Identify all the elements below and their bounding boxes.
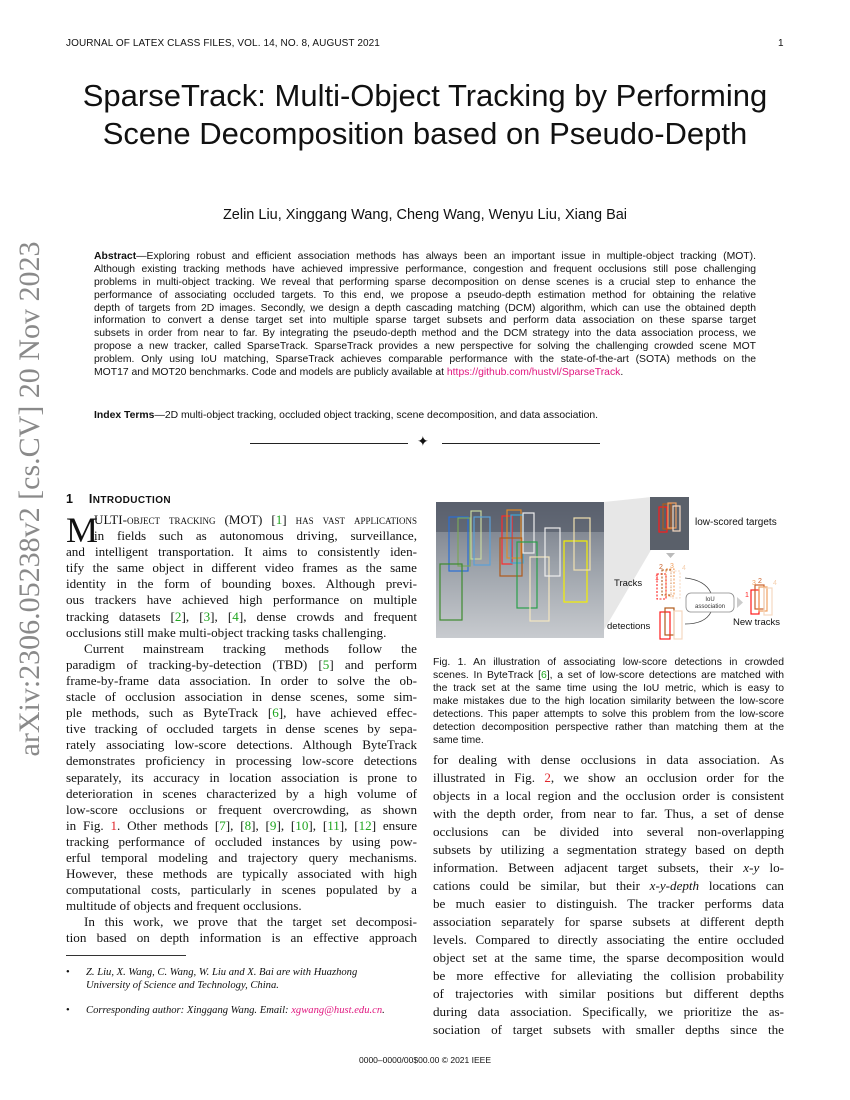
email-link[interactable]: xgwang@hust.edu.cn xyxy=(291,1005,383,1016)
copyright-footer: 0000–0000/00$00.00 © 2021 IEEE xyxy=(359,1055,491,1065)
citation-link[interactable]: 6 xyxy=(540,670,547,681)
svg-text:1: 1 xyxy=(745,592,749,599)
diamond-star-icon: ✦ xyxy=(417,435,429,450)
text-line: rately associating low-score detections. Although ByteTrack xyxy=(66,737,417,753)
text-line: object set at the same time, the sparse decomposition would xyxy=(433,950,784,965)
text-line: detection decomposition perspective rather than matching them at the xyxy=(433,722,784,733)
text-line: be more effective for alleviating the collision probability xyxy=(433,968,784,983)
footnote-line: Corresponding author: Xinggang Wang. Email: xyxy=(86,1005,292,1016)
text-line: computational costs, particularly in scenes populated by a xyxy=(66,882,417,898)
math-term: x-y-depth xyxy=(649,878,700,893)
page-number: 1 xyxy=(778,38,784,49)
text-line: the track set at the same time using the IoU metric, which is easy to xyxy=(433,683,784,694)
text-line: occlusions still make multi-object tracking tasks challenging. xyxy=(66,624,387,640)
text-line: ous trackers have achieved high performance on multiple xyxy=(66,592,417,608)
text-line: tracking datasets [2], [3], [4], dense crowds and frequent xyxy=(66,608,418,624)
figure-ref-link[interactable]: 2 xyxy=(544,770,551,785)
index-terms-label: Index Terms xyxy=(94,410,155,421)
label-tracks: Tracks xyxy=(614,578,643,589)
citation-link[interactable]: 10 xyxy=(295,817,309,833)
abstract-label: Abstract xyxy=(94,251,137,262)
svg-text:2: 2 xyxy=(758,578,762,585)
text-line: demonstrates proficiency in processing low-score detections xyxy=(66,753,417,769)
citation-link[interactable]: 1 xyxy=(275,512,283,527)
footnote-corresponding xyxy=(66,1004,417,1017)
text-line: for dealing with dense occlusions in data association. As xyxy=(433,752,784,767)
text-line: tive tracking of occluded targets in dense scenes by sepa- xyxy=(66,721,417,737)
text-line: and intelligent transportation. It aims to consistently iden- xyxy=(66,544,417,560)
separator-line xyxy=(250,443,408,444)
citation-link[interactable]: 5 xyxy=(322,656,330,672)
section-separator xyxy=(250,437,600,449)
citation-link[interactable]: 9 xyxy=(269,817,277,833)
text-line: cations could be similar, but their x-y-depth locations can xyxy=(433,878,784,893)
track-id-2: 2 xyxy=(659,564,663,571)
svg-text:3: 3 xyxy=(752,580,756,587)
citation-link[interactable]: 2 xyxy=(174,608,182,624)
text-line: scenes. In ByteTrack [6], a set of low-score detections are matched with xyxy=(433,670,784,681)
index-terms-text: —2D multi-object tracking, occluded object tracking, scene decomposition, and data association. xyxy=(154,410,599,421)
citation-link[interactable]: 6 xyxy=(272,705,279,721)
text-line: Abstract—Exploring robust and efficient association methods has always been an important issue in multiple-object tracking (MOT). xyxy=(94,251,756,262)
text-line: problems in multi-object tracking. We reveal that performing sparse decomposition on dense scenes is a crucial step to enhance the xyxy=(94,276,756,288)
citation-link[interactable]: 11 xyxy=(327,817,340,833)
text-line: in Fig. 1. Other methods [7], [8], [9], [10], [11], [12] ensure xyxy=(66,817,418,833)
citation-link[interactable]: 7 xyxy=(219,817,226,833)
citation-link[interactable]: 12 xyxy=(358,817,372,833)
text-line: make mistakes due to the high location similarity between the low-score xyxy=(433,696,784,707)
text-line: tracking performance of occluded instances by using pow- xyxy=(66,833,417,849)
detection-boxes xyxy=(660,608,682,639)
text-line: same time. xyxy=(433,735,484,746)
text-line: MOT17 and MOT20 benchmarks. Code and models are publicly available at https://github.com/hustvl/SparseTrack. xyxy=(94,367,624,379)
text-line: detections. This paper attempts to solve this problem from the low-score xyxy=(433,709,784,720)
text-line: association separately for sparse subsets at different depth xyxy=(433,914,784,929)
left-column-body xyxy=(66,512,417,947)
text-line: objects in a local region and the occlusion order is consistent xyxy=(433,788,784,803)
text-line: Although existing tracking methods have achieved impressive performance, congestion and frequent occlusions still pose challenging xyxy=(94,263,756,275)
track-id-1: 1 xyxy=(655,575,659,582)
figure-caption xyxy=(433,656,784,747)
dropcap: M xyxy=(66,510,99,550)
text-line: subsets in order from near to far. By integrating the pseudo-depth method and the DCM strategy into the data association process, we xyxy=(94,328,756,340)
code-url-link[interactable]: https://github.com/hustvl/SparseTrack xyxy=(446,367,621,379)
section-title-initial: I xyxy=(88,492,93,506)
figure-1 xyxy=(433,494,788,640)
abstract xyxy=(94,251,756,380)
citation-link[interactable]: 8 xyxy=(244,817,252,833)
label-detections: detections xyxy=(607,621,651,632)
track-id-3: 3 xyxy=(670,563,674,570)
label-low-scored-targets: low-scored targets xyxy=(695,517,777,528)
text-line: Fig. 1. An illustration of associating low-score detections in crowded xyxy=(433,657,784,668)
text-line: erful temporal modeling and trajectory query mechanisms. xyxy=(66,849,417,865)
text-line: low-score occlusions or frequent overcrowding, as shown xyxy=(66,801,417,817)
label-association: association xyxy=(694,604,726,610)
text-line: frame-by-frame data association. In order to solve the ob- xyxy=(66,672,417,688)
citation-link[interactable]: 4 xyxy=(232,608,239,624)
text-line: multitude of objects and frequent occlusions. xyxy=(66,898,302,914)
figure-ref-link[interactable]: 1 xyxy=(110,817,118,833)
footnote-rule xyxy=(66,955,186,956)
text-line: depth of targets from 2D images. Secondly, we design a depth cascading matching (DCM) algorithm, which can use the obtained depth xyxy=(94,302,756,314)
arxiv-stamp xyxy=(10,241,50,757)
section-title-rest: NTRODUCTION xyxy=(92,495,172,506)
right-arrow-icon xyxy=(737,597,743,608)
paper-title: SparseTrack: Multi-Object Tracking by Performing Scene Decomposition based on Pseudo-Depth xyxy=(82,78,768,151)
section-heading xyxy=(66,492,171,506)
track-boxes xyxy=(657,569,680,599)
text-line: propose a new tracker, called SparseTrack. SparseTrack provides a new perspective for solving the challenging crowded scene MOT xyxy=(94,341,756,353)
text-line: ple methods, such as ByteTrack [6], have achieved effec- xyxy=(66,705,417,721)
arxiv-stamp-text: arXiv:2306.05238v2 [cs.CV] 20 Nov 2023 xyxy=(13,241,46,757)
text-line: deterioration in scenes characterized by a high volume of xyxy=(66,785,417,801)
footnote-line: University of Science and Technology, China. xyxy=(86,980,279,991)
track-id-4: 4 xyxy=(682,565,686,572)
separator-line xyxy=(442,443,600,444)
footnote-affiliation xyxy=(66,966,417,992)
text-line: paradigm of tracking-by-detection (TBD) [5] and perform xyxy=(66,656,417,672)
figure-1-illustration xyxy=(433,494,788,640)
footnote-punct: . xyxy=(382,1005,385,1016)
index-terms xyxy=(94,410,598,421)
text-line: However, these methods are typically associated with high xyxy=(66,866,417,882)
text-line: occlusions can be divided into several non-overlapping xyxy=(433,824,784,839)
bullet: • xyxy=(66,1005,70,1016)
section-number: 1 xyxy=(66,492,74,506)
text-line: tion based on depth information is an effective approach xyxy=(66,930,417,946)
text-line: sociation of target subsets with smaller depths since the xyxy=(433,1022,784,1037)
text-line: subsets by utilizing a segmentation strategy based on depth xyxy=(433,842,784,857)
author-list: Zelin Liu, Xinggang Wang, Cheng Wang, Wenyu Liu, Xiang Bai xyxy=(222,207,628,223)
text-line: problem. Only using IoU matching, SparseTrack achieves comparable performance with the state-of-the-art (SOTA) methods on the xyxy=(94,354,756,366)
text-line: information to convert a dense target set into multiple sparse target subsets and perform data association on these sparse target xyxy=(94,315,756,327)
low-scored-crop xyxy=(650,497,689,550)
math-term: x-y xyxy=(743,860,760,875)
right-column-body xyxy=(433,751,784,1039)
text-line: separately, its accuracy in location association is prone to xyxy=(66,769,417,785)
text-line: information. Between adjacent target subsets, their x-y lo- xyxy=(433,860,784,875)
text-line: identity in the form of bounding boxes. Although previ- xyxy=(66,576,417,592)
text-line: levels. Compared to directly associating the entire occluded xyxy=(433,932,784,947)
footnote-line: Z. Liu, X. Wang, C. Wang, W. Liu and X. Bai are with Huazhong xyxy=(86,967,358,978)
text-line: during data association. Specifically, we prioritize the as- xyxy=(433,1004,784,1019)
text-line: of trajectories with similar positions but different depths xyxy=(433,986,784,1001)
text-line: tify the same object in different video frames as the same xyxy=(66,560,417,576)
text-line: In this work, we prove that the target set decomposi- xyxy=(84,914,417,930)
svg-text:4: 4 xyxy=(773,580,777,587)
down-arrow-icon xyxy=(666,553,675,558)
text-line: Current mainstream tracking methods follow the xyxy=(84,640,417,656)
text-line: stacle of occlusion association in dense scenes, some sim- xyxy=(66,689,417,705)
text-line: illustrated in Fig. 2, we show an occlusion order for the xyxy=(433,770,785,785)
label-iou: IoU xyxy=(705,597,715,603)
running-header: JOURNAL OF LATEX CLASS FILES, VOL. 14, NO. 8, AUGUST 2021 xyxy=(66,38,380,49)
citation-link[interactable]: 3 xyxy=(203,608,211,624)
text-line: in fields such as autonomous driving, surveillance, xyxy=(94,528,417,544)
label-new-tracks: New tracks xyxy=(733,617,780,628)
text-line: with the depth order, from near to far. Thus, a set of dense xyxy=(433,806,784,821)
bullet: • xyxy=(66,967,70,978)
text-line: be much easier to distinguish. The tracker performs data xyxy=(433,896,784,911)
text-line: performance of associating occluded targets. To this end, we propose a pseudo-depth estimation method for obtaining the relative xyxy=(94,289,756,301)
text-line: ULTI-object tracking (MOT) [1] has vast applications xyxy=(94,512,417,527)
